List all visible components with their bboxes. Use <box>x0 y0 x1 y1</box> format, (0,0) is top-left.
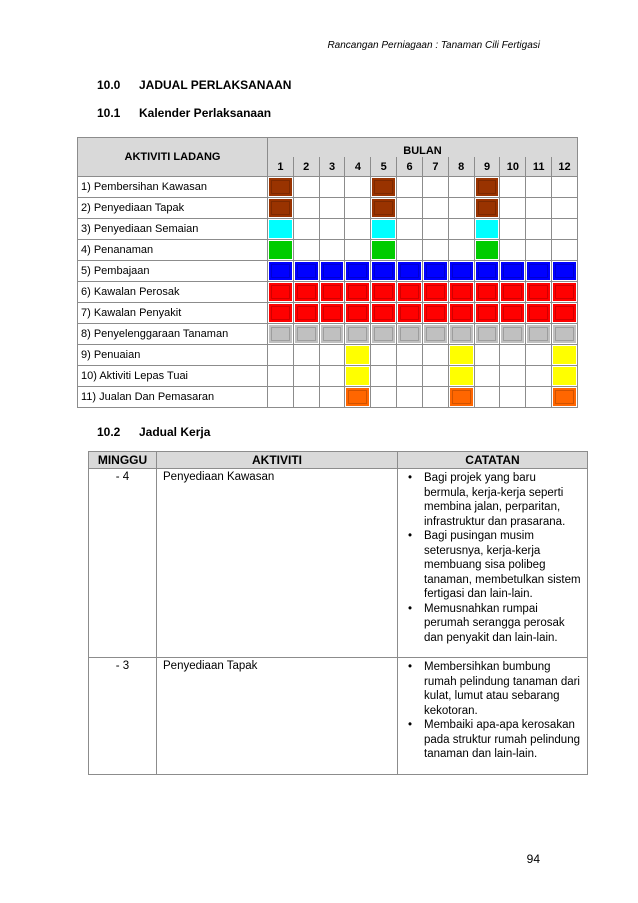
month-cell <box>474 282 500 303</box>
month-cell <box>552 240 578 261</box>
scheduled-marker <box>269 262 292 280</box>
month-cell <box>422 177 448 198</box>
scheduled-marker <box>295 304 318 322</box>
month-cell <box>345 240 371 261</box>
month-cell <box>526 198 552 219</box>
month-cell <box>371 261 397 282</box>
calendar-row <box>78 345 578 366</box>
month-header: 9 <box>474 157 500 177</box>
month-cell <box>552 303 578 324</box>
month-cell <box>474 303 500 324</box>
month-cell <box>371 240 397 261</box>
section-number: 10.0 <box>97 78 121 92</box>
month-cell <box>448 261 474 282</box>
calendar-row <box>78 324 578 345</box>
month-cell <box>319 366 345 387</box>
month-header: 12 <box>552 157 578 177</box>
list-item: • Membersihkan bumbung rumah pelindung tanaman dari kulat, lumut atau sebarang kekotoran. <box>404 660 581 718</box>
calendar-row <box>78 261 578 282</box>
month-cell <box>526 261 552 282</box>
month-cell <box>500 387 526 408</box>
running-header: Rancangan Perniagaan : Tanaman Cili Fertigasi <box>327 40 540 51</box>
scheduled-marker <box>501 283 524 301</box>
month-cell <box>526 345 552 366</box>
month-cell <box>500 324 526 345</box>
scheduled-marker <box>321 262 344 280</box>
month-cell <box>552 282 578 303</box>
month-cell <box>293 240 319 261</box>
activity-label: 7) Kawalan Penyakit <box>78 303 268 324</box>
scheduled-marker <box>424 283 447 301</box>
scheduled-marker <box>269 220 292 238</box>
month-cell <box>319 219 345 240</box>
month-cell <box>448 177 474 198</box>
month-cell <box>448 198 474 219</box>
month-header: 7 <box>422 157 448 177</box>
scheduled-marker <box>295 283 318 301</box>
month-cell <box>268 177 294 198</box>
month-cell <box>422 261 448 282</box>
scheduled-marker <box>476 178 499 196</box>
month-cell <box>268 387 294 408</box>
scheduled-marker <box>450 388 473 406</box>
month-cell <box>397 303 423 324</box>
scheduled-marker <box>424 304 447 322</box>
month-cell <box>500 261 526 282</box>
month-cell <box>345 177 371 198</box>
scheduled-marker <box>346 388 369 406</box>
month-cell <box>293 198 319 219</box>
scheduled-marker <box>424 262 447 280</box>
month-cell <box>293 303 319 324</box>
month-cell <box>293 261 319 282</box>
implementation-calendar <box>77 137 578 408</box>
scheduled-marker <box>476 304 499 322</box>
month-cell <box>526 324 552 345</box>
month-cell <box>345 324 371 345</box>
scheduled-marker <box>450 325 473 343</box>
scheduled-marker <box>527 283 550 301</box>
scheduled-marker <box>501 325 524 343</box>
month-header: 3 <box>319 157 345 177</box>
scheduled-marker <box>269 283 292 301</box>
month-cell <box>474 366 500 387</box>
subsection-title: Kalender Perlaksanaan <box>139 106 272 120</box>
month-cell <box>345 387 371 408</box>
month-cell <box>371 324 397 345</box>
scheduled-marker <box>346 304 369 322</box>
month-cell <box>293 219 319 240</box>
month-cell <box>371 282 397 303</box>
month-cell <box>397 219 423 240</box>
month-header: 1 <box>268 157 294 177</box>
list-item: • Memusnahkan rumpai perumah serangga perosak dan penyakit dan lain-lain. <box>404 602 581 646</box>
month-header: 8 <box>448 157 474 177</box>
table-row <box>89 469 588 658</box>
month-cell <box>268 366 294 387</box>
month-cell <box>293 345 319 366</box>
week-column-header: MINGGU <box>89 452 157 469</box>
month-cell <box>345 198 371 219</box>
scheduled-marker <box>527 325 550 343</box>
month-cell <box>474 240 500 261</box>
activity-label: 1) Pembersihan Kawasan <box>78 177 268 198</box>
calendar-row <box>78 366 578 387</box>
scheduled-marker <box>269 325 292 343</box>
month-cell <box>500 198 526 219</box>
month-cell <box>319 303 345 324</box>
month-cell <box>397 177 423 198</box>
activity-label: 4) Penanaman <box>78 240 268 261</box>
month-cell <box>345 282 371 303</box>
month-cell <box>500 282 526 303</box>
month-cell <box>293 177 319 198</box>
activity-label: 11) Jualan Dan Pemasaran <box>78 387 268 408</box>
month-cell <box>397 282 423 303</box>
month-cell <box>474 387 500 408</box>
month-cell <box>293 282 319 303</box>
scheduled-marker <box>372 325 395 343</box>
calendar-row <box>78 387 578 408</box>
month-cell <box>552 261 578 282</box>
month-cell <box>293 366 319 387</box>
notes-list <box>404 471 581 645</box>
month-cell <box>500 219 526 240</box>
month-cell <box>552 219 578 240</box>
month-cell <box>448 387 474 408</box>
calendar-body <box>78 177 578 408</box>
scheduled-marker <box>398 262 421 280</box>
month-cell <box>422 240 448 261</box>
month-cell <box>397 261 423 282</box>
scheduled-marker <box>450 346 473 364</box>
month-cell <box>448 219 474 240</box>
month-cell <box>345 219 371 240</box>
month-cell <box>552 387 578 408</box>
month-cell <box>474 261 500 282</box>
month-cell <box>371 345 397 366</box>
scheduled-marker <box>269 241 292 259</box>
month-cell <box>448 303 474 324</box>
month-cell <box>552 366 578 387</box>
month-cell <box>552 198 578 219</box>
month-header: 2 <box>293 157 319 177</box>
scheduled-marker <box>321 304 344 322</box>
month-cell <box>268 198 294 219</box>
activity-label: 5) Pembajaan <box>78 261 268 282</box>
scheduled-marker <box>398 283 421 301</box>
month-cell <box>500 345 526 366</box>
month-cell <box>448 240 474 261</box>
scheduled-marker <box>346 325 369 343</box>
scheduled-marker <box>398 325 421 343</box>
subsection-title: Jadual Kerja <box>139 425 211 439</box>
scheduled-marker <box>269 304 292 322</box>
month-cell <box>397 366 423 387</box>
scheduled-marker <box>450 304 473 322</box>
month-cell <box>448 345 474 366</box>
month-cell <box>552 177 578 198</box>
activity-label: 8) Penyelenggaraan Tanaman <box>78 324 268 345</box>
month-cell <box>345 303 371 324</box>
month-cell <box>474 177 500 198</box>
month-cell <box>500 366 526 387</box>
list-item: • Bagi projek yang baru bermula, kerja-kerja seperti membina jalan, perparitan, infrastruktur dan prasarana. <box>404 471 581 529</box>
month-header: 5 <box>371 157 397 177</box>
month-cell <box>474 345 500 366</box>
scheduled-marker <box>372 241 395 259</box>
month-cell <box>319 261 345 282</box>
week-cell: - 3 <box>89 658 157 775</box>
scheduled-marker <box>450 262 473 280</box>
activity-cell: Penyediaan Tapak <box>157 658 398 775</box>
work-schedule-body <box>89 469 588 775</box>
scheduled-marker <box>346 346 369 364</box>
month-cell <box>319 240 345 261</box>
month-cell <box>500 177 526 198</box>
scheduled-marker <box>527 262 550 280</box>
month-cell <box>474 219 500 240</box>
month-cell <box>526 303 552 324</box>
scheduled-marker <box>346 367 369 385</box>
notes-column-header: CATATAN <box>398 452 588 469</box>
scheduled-marker <box>372 178 395 196</box>
scheduled-marker <box>372 220 395 238</box>
month-cell <box>526 177 552 198</box>
month-cell <box>474 198 500 219</box>
notes-cell <box>398 658 588 775</box>
activity-label: 6) Kawalan Perosak <box>78 282 268 303</box>
month-cell <box>371 177 397 198</box>
scheduled-marker <box>476 220 499 238</box>
month-cell <box>474 324 500 345</box>
month-cell <box>552 345 578 366</box>
scheduled-marker <box>553 262 576 280</box>
month-cell <box>422 219 448 240</box>
scheduled-marker <box>346 262 369 280</box>
month-cell <box>319 387 345 408</box>
scheduled-marker <box>553 325 576 343</box>
month-cell <box>345 345 371 366</box>
month-group-header: BULAN <box>268 138 578 158</box>
scheduled-marker <box>553 346 576 364</box>
month-header: 4 <box>345 157 371 177</box>
page-number: 94 <box>526 852 540 866</box>
month-cell <box>293 387 319 408</box>
scheduled-marker <box>553 388 576 406</box>
activity-label: 3) Penyediaan Semaian <box>78 219 268 240</box>
month-cell <box>422 387 448 408</box>
scheduled-marker <box>476 241 499 259</box>
month-cell <box>526 282 552 303</box>
month-cell <box>526 240 552 261</box>
month-cell <box>500 240 526 261</box>
activity-label: 9) Penuaian <box>78 345 268 366</box>
month-cell <box>552 324 578 345</box>
month-cell <box>397 387 423 408</box>
scheduled-marker <box>321 283 344 301</box>
scheduled-marker <box>553 304 576 322</box>
month-cell <box>371 303 397 324</box>
month-cell <box>422 198 448 219</box>
scheduled-marker <box>295 262 318 280</box>
month-cell <box>268 261 294 282</box>
month-cell <box>268 324 294 345</box>
calendar-row <box>78 303 578 324</box>
section-title: JADUAL PERLAKSANAAN <box>139 78 292 92</box>
month-cell <box>422 282 448 303</box>
calendar-row <box>78 219 578 240</box>
scheduled-marker <box>372 304 395 322</box>
subsection-number: 10.2 <box>97 425 121 439</box>
month-cell <box>268 303 294 324</box>
month-cell <box>500 303 526 324</box>
month-cell <box>397 198 423 219</box>
calendar-row <box>78 177 578 198</box>
month-cell <box>397 240 423 261</box>
month-cell <box>268 345 294 366</box>
month-cell <box>397 324 423 345</box>
calendar-row <box>78 282 578 303</box>
activity-cell: Penyediaan Kawasan <box>157 469 398 658</box>
scheduled-marker <box>450 367 473 385</box>
activity-column-header: AKTIVITI LADANG <box>78 138 268 177</box>
scheduled-marker <box>476 262 499 280</box>
month-cell <box>268 219 294 240</box>
scheduled-marker <box>527 304 550 322</box>
scheduled-marker <box>501 262 524 280</box>
month-cell <box>448 282 474 303</box>
month-cell <box>345 366 371 387</box>
month-cell <box>293 324 319 345</box>
scheduled-marker <box>476 325 499 343</box>
scheduled-marker <box>269 199 292 217</box>
list-item: • Bagi pusingan musim seterusnya, kerja-kerja membuang sisa polibeg tanaman, membetulkan sistem fertigasi dan lain-lain. <box>404 529 581 602</box>
scheduled-marker <box>501 304 524 322</box>
scheduled-marker <box>295 325 318 343</box>
scheduled-marker <box>476 283 499 301</box>
subsection-number: 10.1 <box>97 106 121 120</box>
scheduled-marker <box>372 262 395 280</box>
table-row <box>89 658 588 775</box>
scheduled-marker <box>424 325 447 343</box>
scheduled-marker <box>398 304 421 322</box>
month-cell <box>319 177 345 198</box>
notes-cell <box>398 469 588 658</box>
month-cell <box>319 345 345 366</box>
activity-column-header: AKTIVITI <box>157 452 398 469</box>
activity-label: 10) Aktiviti Lepas Tuai <box>78 366 268 387</box>
month-cell <box>371 387 397 408</box>
month-cell <box>319 324 345 345</box>
month-header: 10 <box>500 157 526 177</box>
scheduled-marker <box>372 199 395 217</box>
month-cell <box>422 303 448 324</box>
month-cell <box>397 345 423 366</box>
month-cell <box>319 198 345 219</box>
scheduled-marker <box>450 283 473 301</box>
month-header: 6 <box>397 157 423 177</box>
month-cell <box>371 219 397 240</box>
scheduled-marker <box>553 367 576 385</box>
month-cell <box>526 387 552 408</box>
month-cell <box>345 261 371 282</box>
calendar-row <box>78 198 578 219</box>
month-cell <box>422 324 448 345</box>
month-cell <box>371 198 397 219</box>
month-cell <box>268 240 294 261</box>
scheduled-marker <box>321 325 344 343</box>
month-cell <box>526 366 552 387</box>
notes-list <box>404 660 581 762</box>
scheduled-marker <box>346 283 369 301</box>
activity-label: 2) Penyediaan Tapak <box>78 198 268 219</box>
month-cell <box>448 366 474 387</box>
month-cell <box>422 366 448 387</box>
scheduled-marker <box>269 178 292 196</box>
scheduled-marker <box>553 283 576 301</box>
list-item: • Membaiki apa-apa kerosakan pada struktur rumah pelindung tanaman dan lain-lain. <box>404 718 581 762</box>
month-cell <box>422 345 448 366</box>
week-cell: - 4 <box>89 469 157 658</box>
scheduled-marker <box>372 283 395 301</box>
month-cell <box>371 366 397 387</box>
calendar-row <box>78 240 578 261</box>
month-cell <box>268 282 294 303</box>
scheduled-marker <box>476 199 499 217</box>
month-cell <box>526 219 552 240</box>
work-schedule-table <box>88 451 588 775</box>
month-header: 11 <box>526 157 552 177</box>
month-cell <box>448 324 474 345</box>
month-cell <box>319 282 345 303</box>
